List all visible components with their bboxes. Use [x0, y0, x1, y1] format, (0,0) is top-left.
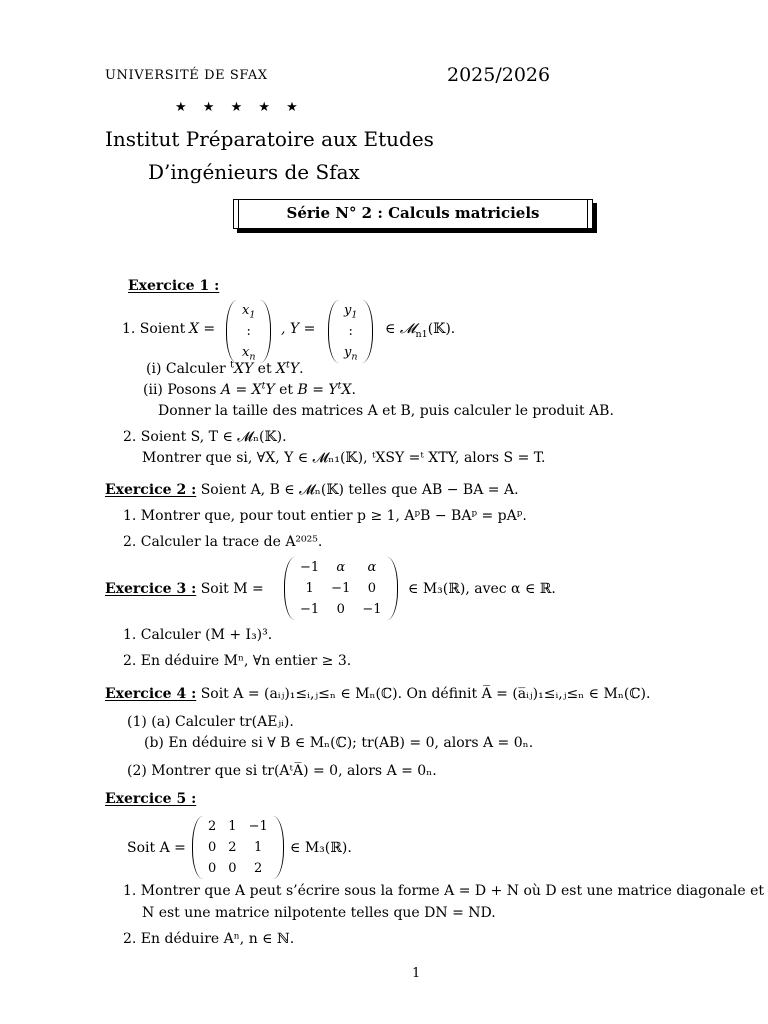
matrix-a-cell: 2: [228, 840, 237, 855]
matrix-m: [294, 557, 388, 620]
matrix-a: [202, 816, 274, 879]
ex1-q1-prefix: 1. Soient: [122, 321, 186, 337]
matrix-a-cell: 0: [228, 861, 237, 876]
serie-title: Série N° 2 : Calculs matriciels: [286, 204, 540, 222]
ex2-intro: Soient A, B ∈ 𝓜ₙ(𝕂) telles que AB − BA = A.: [200, 482, 519, 498]
ex4-q2: (2) Montrer que si tr(AᵗA̅) = 0, alors A = 0ₙ.: [127, 763, 437, 779]
exercise-2-line: [105, 481, 519, 499]
page-number: 1: [412, 966, 421, 981]
vector-x: $x_1$ : $x_n$: [236, 300, 261, 363]
ex1-q1-ii: (ii) Posons $A = X^tY$ et $B = Y^tX$.: [143, 380, 356, 398]
ex5-q1-line2: N est une matrice nilpotente telles que DN = ND.: [142, 905, 496, 921]
academic-year: 2025/2026: [447, 64, 551, 86]
ex5-after: ∈ M₃(ℝ).: [290, 840, 352, 856]
ex5-soit: Soit A =: [127, 840, 186, 856]
ex3-soit: Soit M =: [200, 581, 264, 597]
ex2-q2: 2. Calculer la trace de A²⁰²⁵.: [123, 534, 323, 550]
matrix-m-cell: −1: [300, 560, 320, 575]
ex4-q1b: (b) En déduire si ∀ B ∈ Mₙ(ℂ); tr(AB) = 0, alors A = 0ₙ.: [144, 735, 534, 751]
exercise-3-line: [105, 580, 264, 598]
ex2-q1: 1. Montrer que, pour tout entier p ≥ 1, AᵖB − BAᵖ = pAᵖ.: [123, 508, 527, 524]
exercise-4-title: Exercice 4 :: [105, 686, 197, 702]
matrix-m-cell: −1: [362, 602, 382, 617]
matrix-m-cell: 1: [305, 581, 314, 596]
institute-line-1: Institut Préparatoire aux Etudes: [105, 127, 434, 151]
exercise-1-title: Exercice 1 :: [128, 278, 220, 294]
matrix-m-cell: 0: [336, 602, 345, 617]
ex3-q2: 2. En déduire Mⁿ, ∀n entier ≥ 3.: [123, 653, 352, 669]
vector-y: $y_1$ : $y_n$: [338, 300, 363, 363]
matrix-a-cell: 0: [208, 840, 217, 855]
exercise-5-title: Exercice 5 :: [105, 791, 197, 807]
institute-line-2: D’ingénieurs de Sfax: [148, 160, 360, 184]
matrix-m-cell: −1: [331, 581, 351, 596]
matrix-m-cell: −1: [300, 602, 320, 617]
ex4-q1a: (1) (a) Calculer tr(AEⱼᵢ).: [127, 714, 294, 730]
matrix-m-cell: α: [367, 560, 377, 575]
matrix-a-cell: −1: [248, 819, 268, 834]
matrix-a-cell: 1: [254, 840, 263, 855]
ex1-q1-ii-line2: Donner la taille des matrices A et B, puis calculer le produit AB.: [158, 403, 614, 419]
ex4-intro: Soit A = (aᵢⱼ)₁≤ᵢ,ⱼ≤ₙ ∈ Mₙ(ℂ). On définit A̅ = (a̅ᵢⱼ)₁≤ᵢ,ⱼ≤ₙ ∈ Mₙ(ℂ).: [200, 686, 651, 702]
ex1-y-eq: , Y =: [281, 321, 316, 337]
ex5-q2: 2. En déduire Aⁿ, n ∈ ℕ.: [123, 931, 295, 947]
ex1-x-eq: X =: [189, 321, 216, 337]
decorative-stars: ★ ★ ★ ★ ★: [175, 100, 304, 115]
matrix-m-cell: 0: [367, 581, 377, 596]
serie-title-box: [233, 199, 593, 229]
university-name: UNIVERSITÉ DE SFAX: [105, 68, 268, 83]
exercise-4-line: [105, 685, 650, 703]
ex3-after: ∈ M₃(ℝ), avec α ∈ ℝ.: [408, 581, 556, 597]
ex1-q1-i: (i) Calculer $^t$XY et $X^tY$.: [146, 359, 304, 377]
ex1-q2-line1: 2. Soient S, T ∈ 𝓜ₙ(𝕂).: [123, 429, 287, 445]
ex3-q1: 1. Calculer (M + I₃)³.: [123, 627, 273, 643]
matrix-a-cell: 0: [208, 861, 217, 876]
ex1-membership: ∈ 𝓜$_{n1}$(𝕂).: [385, 321, 456, 340]
exercise-3-title: Exercice 3 :: [105, 581, 197, 597]
ex1-q2-line2: Montrer que si, ∀X, Y ∈ 𝓜ₙ₁(𝕂), ᵗXSY =ᵗ XTY, alors S = T.: [142, 450, 546, 466]
exercise-2-title: Exercice 2 :: [105, 482, 197, 498]
matrix-a-cell: 1: [228, 819, 237, 834]
matrix-a-cell: 2: [254, 861, 263, 876]
matrix-m-cell: α: [336, 560, 346, 575]
ex5-q1-line1: 1. Montrer que A peut s’écrire sous la forme A = D + N où D est une matrice diagonale et: [123, 883, 764, 899]
matrix-a-cell: 2: [208, 819, 217, 834]
